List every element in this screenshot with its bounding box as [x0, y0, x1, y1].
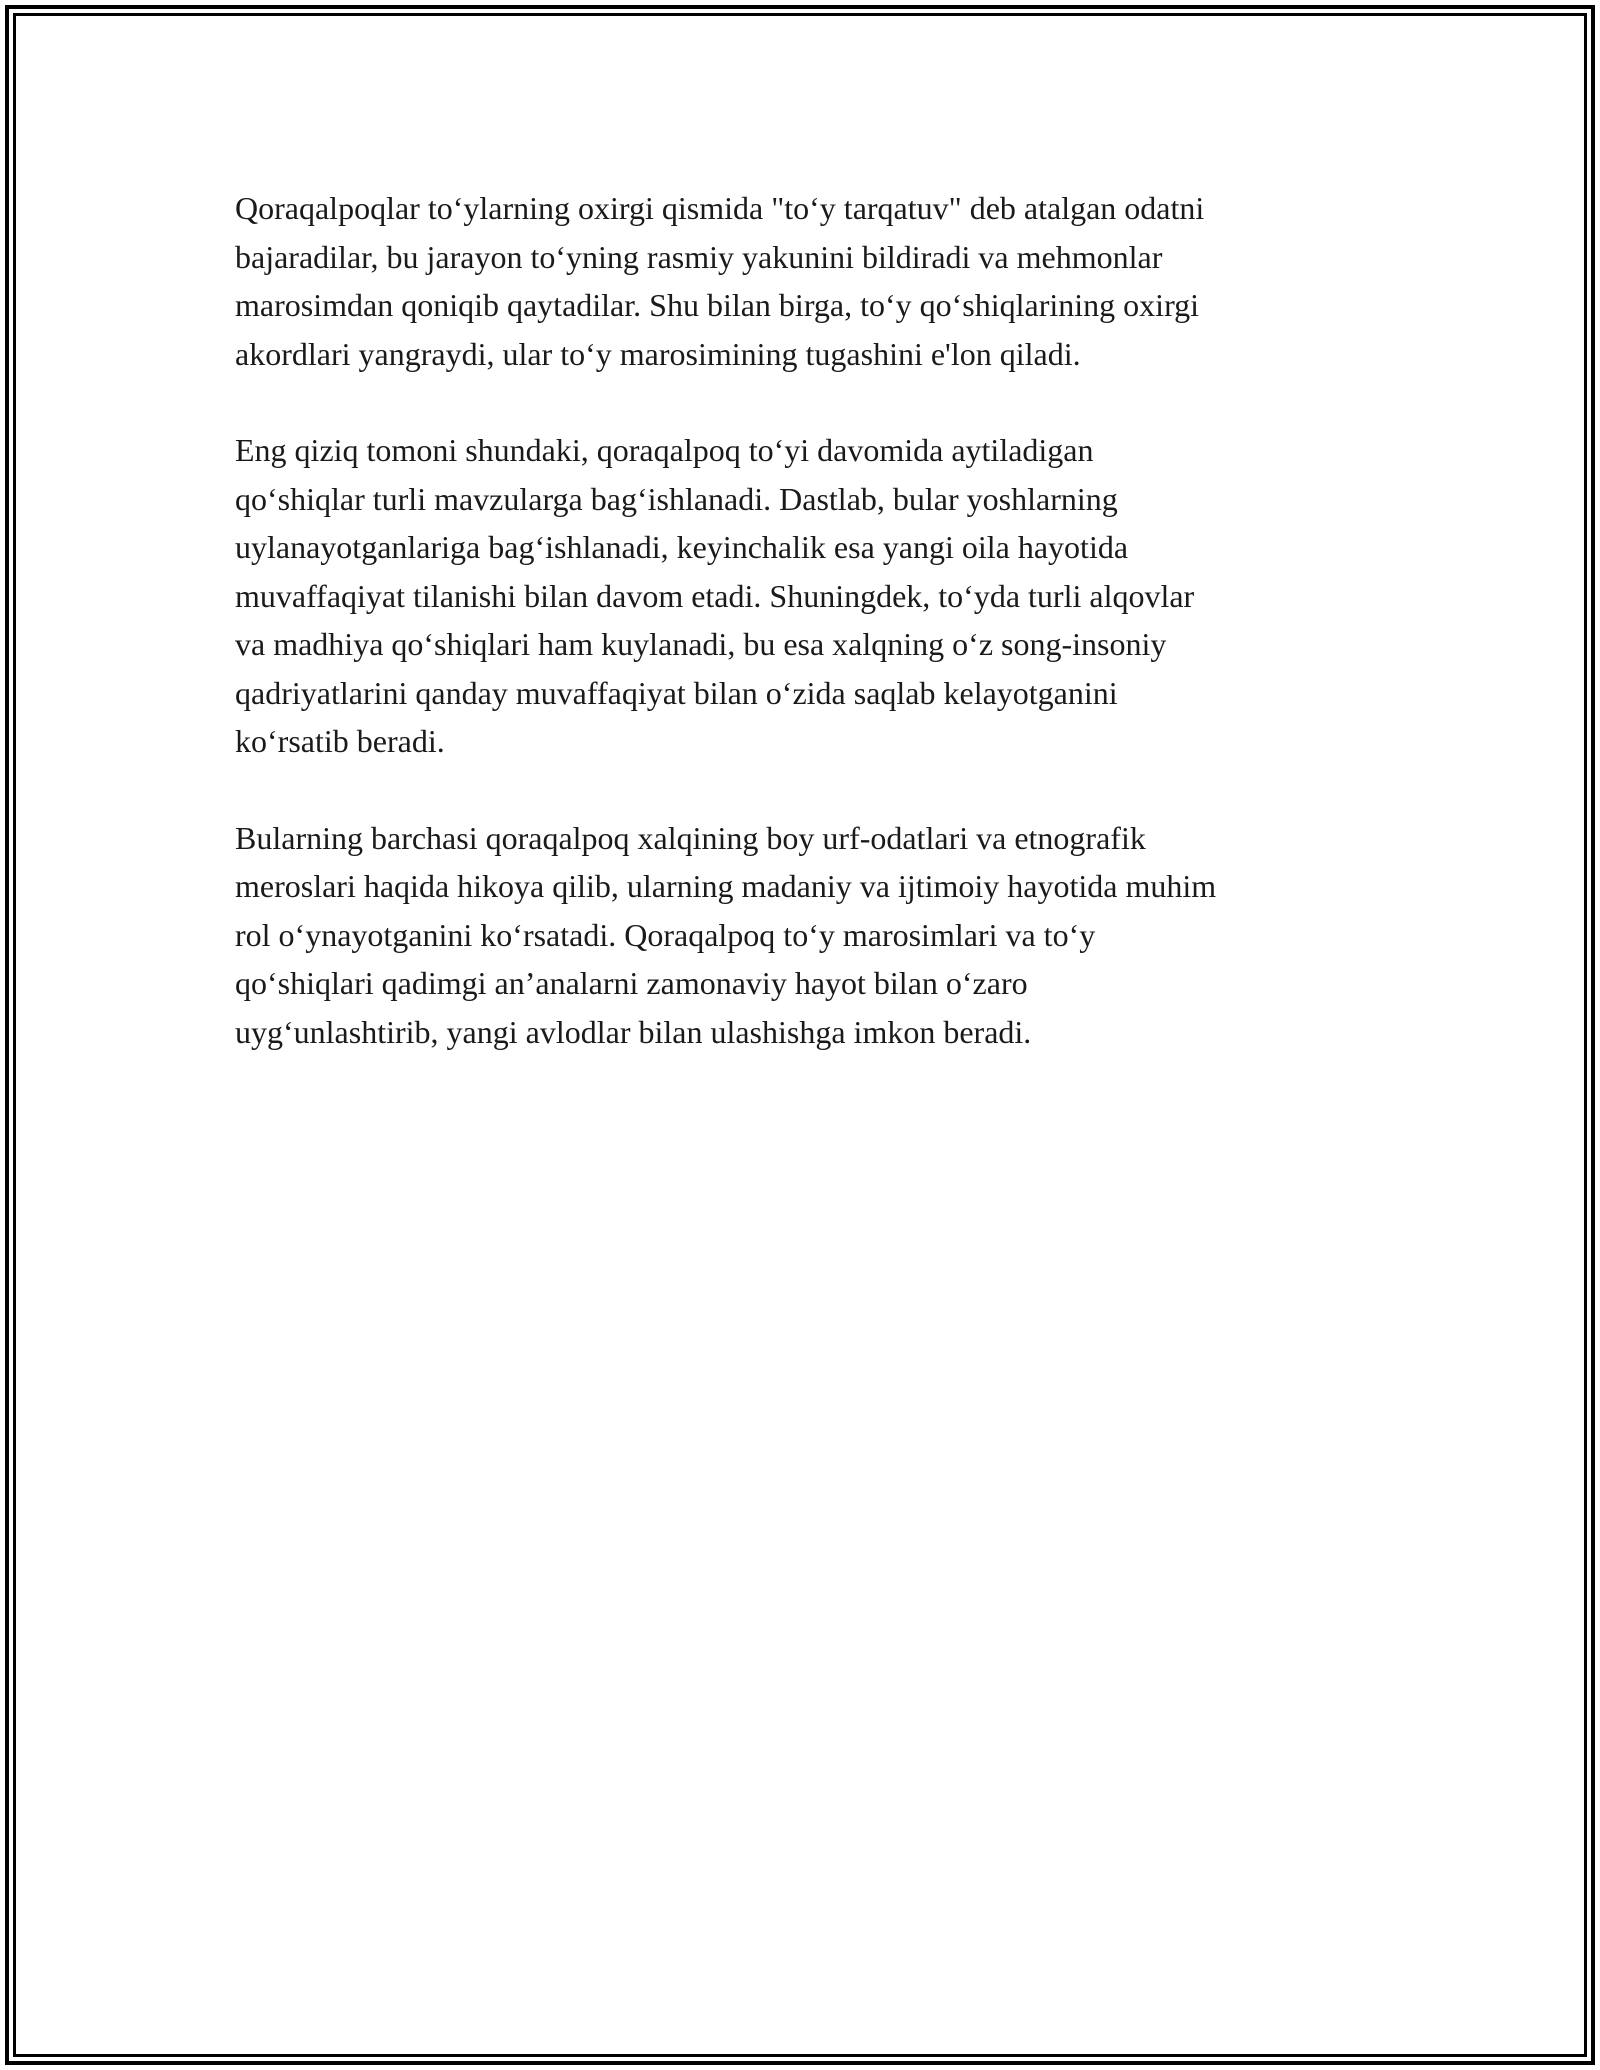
text-line: marosimdan qoniqib qaytadilar. Shu bilan birga, to‘y qo‘shiqlarining oxirgi	[235, 287, 1200, 323]
text-line: va madhiya qo‘shiqlari ham kuylanadi, bu esa xalqning o‘z song-insoniy	[235, 626, 1167, 662]
text-line: akordlari yangraydi, ular to‘y marosimining tugashini e'lon qiladi.	[235, 335, 1081, 372]
text-line: bajaradilar, bu jarayon to‘yning rasmiy yakunini bildiradi va mehmonlar	[235, 238, 1163, 275]
paragraph-3	[235, 814, 1385, 1057]
document-body	[235, 184, 1385, 1104]
text-line: qo‘shiqlari qadimgi an’analarni zamonaviy hayot bilan o‘zaro	[235, 965, 1028, 1001]
text-line: qo‘shiqlar turli mavzularga bag‘ishlanadi. Dastlab, bular yoshlarning	[235, 480, 1118, 517]
text-line: Qoraqalpoqlar to‘ylarning oxirgi qismida "to‘y tarqatuv" deb atalgan odatni	[235, 190, 1205, 226]
text-line: qadriyatlarini qanday muvaffaqiyat bilan o‘zida saqlab kelayotganini	[235, 674, 1118, 711]
text-line: meroslari haqida hikoya qilib, ularning madaniy va ijtimoiy hayotida muhim	[235, 868, 1217, 904]
text-line: ko‘rsatib beradi.	[235, 723, 445, 759]
text-line: uylanayotganlariga bag‘ishlanadi, keyinchalik esa yangi oila hayotida	[235, 529, 1129, 565]
paragraph-2	[235, 426, 1385, 766]
text-line: muvaffaqiyat tilanishi bilan davom etadi. Shuningdek, to‘yda turli alqovlar	[235, 577, 1195, 614]
paragraph-1	[235, 184, 1385, 378]
text-line: Bularning barchasi qoraqalpoq xalqining boy urf-odatlari va etnografik	[235, 819, 1146, 856]
text-line: rol o‘ynayotganini ko‘rsatadi. Qoraqalpoq to‘y marosimlari va to‘y	[235, 916, 1096, 953]
text-line: uyg‘unlashtirib, yangi avlodlar bilan ulashishga imkon beradi.	[235, 1013, 1032, 1050]
text-line: Eng qiziq tomoni shundaki, qoraqalpoq to‘yi davomida aytiladigan	[235, 432, 1094, 468]
